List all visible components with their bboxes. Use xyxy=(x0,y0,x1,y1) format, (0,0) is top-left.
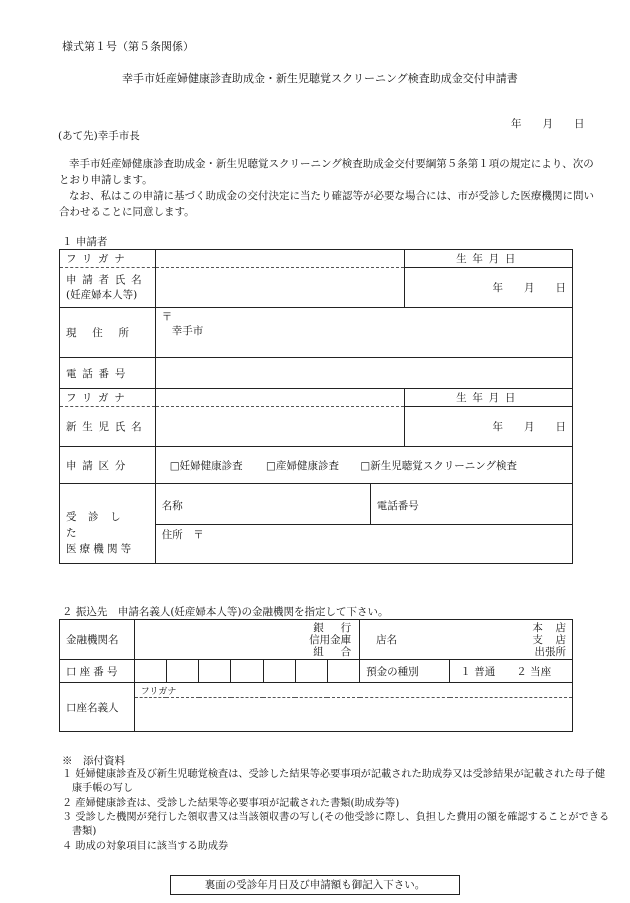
branch-name-field[interactable]: 本店 支店 出張所 xyxy=(450,620,573,660)
date-line: 年 月 日 xyxy=(511,118,585,130)
account-holder-label: 口座名義人 xyxy=(60,683,135,732)
attachment-item: ２ 産婦健康診査は、受診した結果等必要事項が記載された書類(助成券等) xyxy=(62,798,400,809)
intro-paragraph-1: 幸手市妊産婦健康診査助成金・新生児聴覚スクリーニング検査助成金交付要綱第５条第１項の規定により、次のとおり申請します。 xyxy=(59,158,594,186)
applicant-name-label: 申請者氏名 (妊産婦本人等) xyxy=(60,268,156,308)
account-number-label: 口座番号 xyxy=(60,660,135,683)
newborn-furigana-field[interactable] xyxy=(155,389,404,407)
account-digit[interactable] xyxy=(263,660,295,683)
account-digit[interactable] xyxy=(199,660,231,683)
birthdate-header: 生年月日 xyxy=(405,250,573,268)
newborn-birthdate-header: 生年月日 xyxy=(405,389,573,407)
clinic-cell xyxy=(155,484,572,564)
holder-furigana-field[interactable]: フリガナ xyxy=(134,683,572,698)
phone-label: 電話番号 xyxy=(60,358,156,389)
category-options xyxy=(155,447,572,484)
intro-paragraph-2: なお、私はこの申請に基づく助成金の交付決定に当たり確認等が必要な場合には、市が受診した医療機関に問い合わせることに同意します。 xyxy=(59,190,594,218)
form-title: 幸手市妊産婦健康診査助成金・新生児聴覚スクリーニング検査助成金交付申請書 xyxy=(122,72,518,85)
section1-heading: １ 申請者 xyxy=(62,236,108,248)
bank-name-label: 金融機関名 xyxy=(60,620,135,660)
checkbox-prenatal-checkup[interactable]: □妊婦健康診査 xyxy=(169,459,243,472)
attachment-item: １ 妊婦健康診査及び新生児聴覚検査は、受診した結果等必要事項が記載された助成券又は受診結果が記載された母子健康手帳の写し xyxy=(62,769,606,794)
checkbox-postnatal-checkup[interactable]: □産婦健康診査 xyxy=(266,459,339,472)
applicant-birthdate-field[interactable]: 年 月 日 xyxy=(405,268,573,308)
section2-heading: ２ 振込先 申請名義人(妊産婦本人等)の金融機関を指定して下さい。 xyxy=(62,606,389,618)
clinic-phone-field[interactable]: 電話番号 xyxy=(376,500,419,512)
address-label: 現住所 xyxy=(60,308,156,358)
newborn-furigana-label: フリガナ xyxy=(60,389,156,407)
clinic-address-field[interactable]: 住所 〒 xyxy=(161,529,204,541)
address-field[interactable]: 〒 幸手市 xyxy=(155,308,572,358)
phone-field[interactable] xyxy=(155,358,572,389)
attachment-item: ３ 受診した機関が発行した領収書又は当該領収書の写し(その他受診に際し、負担した費用の額を確認することができる書類) xyxy=(62,812,610,837)
attachments-heading: ※ 添付資料 xyxy=(62,755,125,767)
newborn-birthdate-field[interactable]: 年 月 日 xyxy=(405,407,573,447)
account-digit[interactable] xyxy=(295,660,327,683)
applicant-name-field[interactable] xyxy=(155,268,404,308)
clinic-name-field[interactable]: 名称 xyxy=(156,484,371,524)
account-digit[interactable] xyxy=(231,660,263,683)
bank-name-field[interactable]: 銀行 信用金庫 組合 xyxy=(134,620,359,660)
category-label: 申請区分 xyxy=(60,447,156,484)
deposit-type-options[interactable]: １ 普通 ２ 当座 xyxy=(450,660,573,683)
applicant-furigana-field[interactable] xyxy=(155,250,404,268)
deposit-type-label: 預金の種別 xyxy=(360,660,450,683)
account-digit[interactable] xyxy=(327,660,359,683)
checkbox-newborn-hearing[interactable]: □新生児聴覚スクリーニング検査 xyxy=(360,459,518,472)
branch-label: 店名 xyxy=(360,620,450,660)
newborn-name-field[interactable] xyxy=(155,407,404,447)
account-digit[interactable] xyxy=(166,660,198,683)
footer-note-box xyxy=(170,875,460,895)
bank-table xyxy=(59,619,579,732)
clinic-label: 受診した 医療機関等 xyxy=(60,484,156,564)
form-number: 様式第１号（第５条関係） xyxy=(62,40,194,53)
newborn-name-label: 新生児氏名 xyxy=(60,407,156,447)
furigana-label: フリガナ xyxy=(60,250,156,268)
addressee: (あて先)幸手市長 xyxy=(58,130,140,142)
footer-note: 裏面の受診年月日及び申請額も御記入下さい。 xyxy=(204,879,426,891)
account-digit[interactable] xyxy=(134,660,166,683)
account-holder-field[interactable] xyxy=(134,698,572,732)
applicant-table xyxy=(59,249,573,564)
attachment-item: ４ 助成の対象項目に該当する助成券 xyxy=(62,841,229,852)
